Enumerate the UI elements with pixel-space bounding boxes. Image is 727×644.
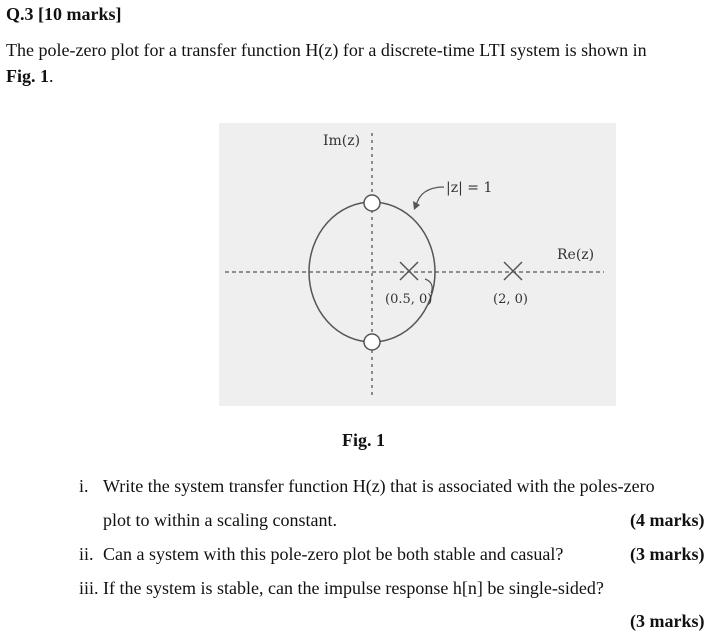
item-i-line1: Write the system transfer function H(z) that is associated with the poles-zero xyxy=(103,476,655,496)
figure-caption: Fig. 1 xyxy=(342,430,385,450)
intro-period: . xyxy=(49,66,54,86)
pole-zero-figure xyxy=(219,123,616,406)
pole1-leader xyxy=(425,279,432,293)
question-intro xyxy=(6,37,718,89)
item-iii-number: iii. xyxy=(79,578,99,598)
item-ii-marks: (3 marks) xyxy=(630,544,705,564)
pole2-label: (2, 0) xyxy=(493,292,528,307)
pole-2 xyxy=(504,262,522,280)
zero-bottom xyxy=(364,334,380,350)
real-axis-label: Re(z) xyxy=(557,247,595,263)
unit-circle-leader xyxy=(416,187,444,206)
pole1-label: (0.5, 0) xyxy=(385,292,433,307)
zero-top xyxy=(364,195,380,211)
item-ii-number: ii. xyxy=(79,544,94,564)
intro-text: The pole-zero plot for a transfer function H(z) for a discrete-time LTI system is shown in xyxy=(6,40,647,60)
item-iii-text: If the system is stable, can the impulse response h[n] be single-sided? xyxy=(103,578,604,598)
item-iii-marks: (3 marks) xyxy=(630,611,705,631)
item-i-marks: (4 marks) xyxy=(630,510,705,530)
item-i-line2: plot to within a scaling constant. xyxy=(103,510,337,530)
item-i-number: i. xyxy=(79,476,89,496)
pole-0.5 xyxy=(400,262,418,280)
question-heading: Q.3 [10 marks] xyxy=(6,4,122,24)
intro-figure-ref: Fig. 1 xyxy=(6,66,49,86)
item-ii-text: Can a system with this pole-zero plot be both stable and casual? xyxy=(103,544,564,564)
pole-zero-plot xyxy=(219,123,616,406)
imag-axis-label: Im(z) xyxy=(323,133,361,149)
unit-circle-label: |z| = 1 xyxy=(446,180,493,196)
